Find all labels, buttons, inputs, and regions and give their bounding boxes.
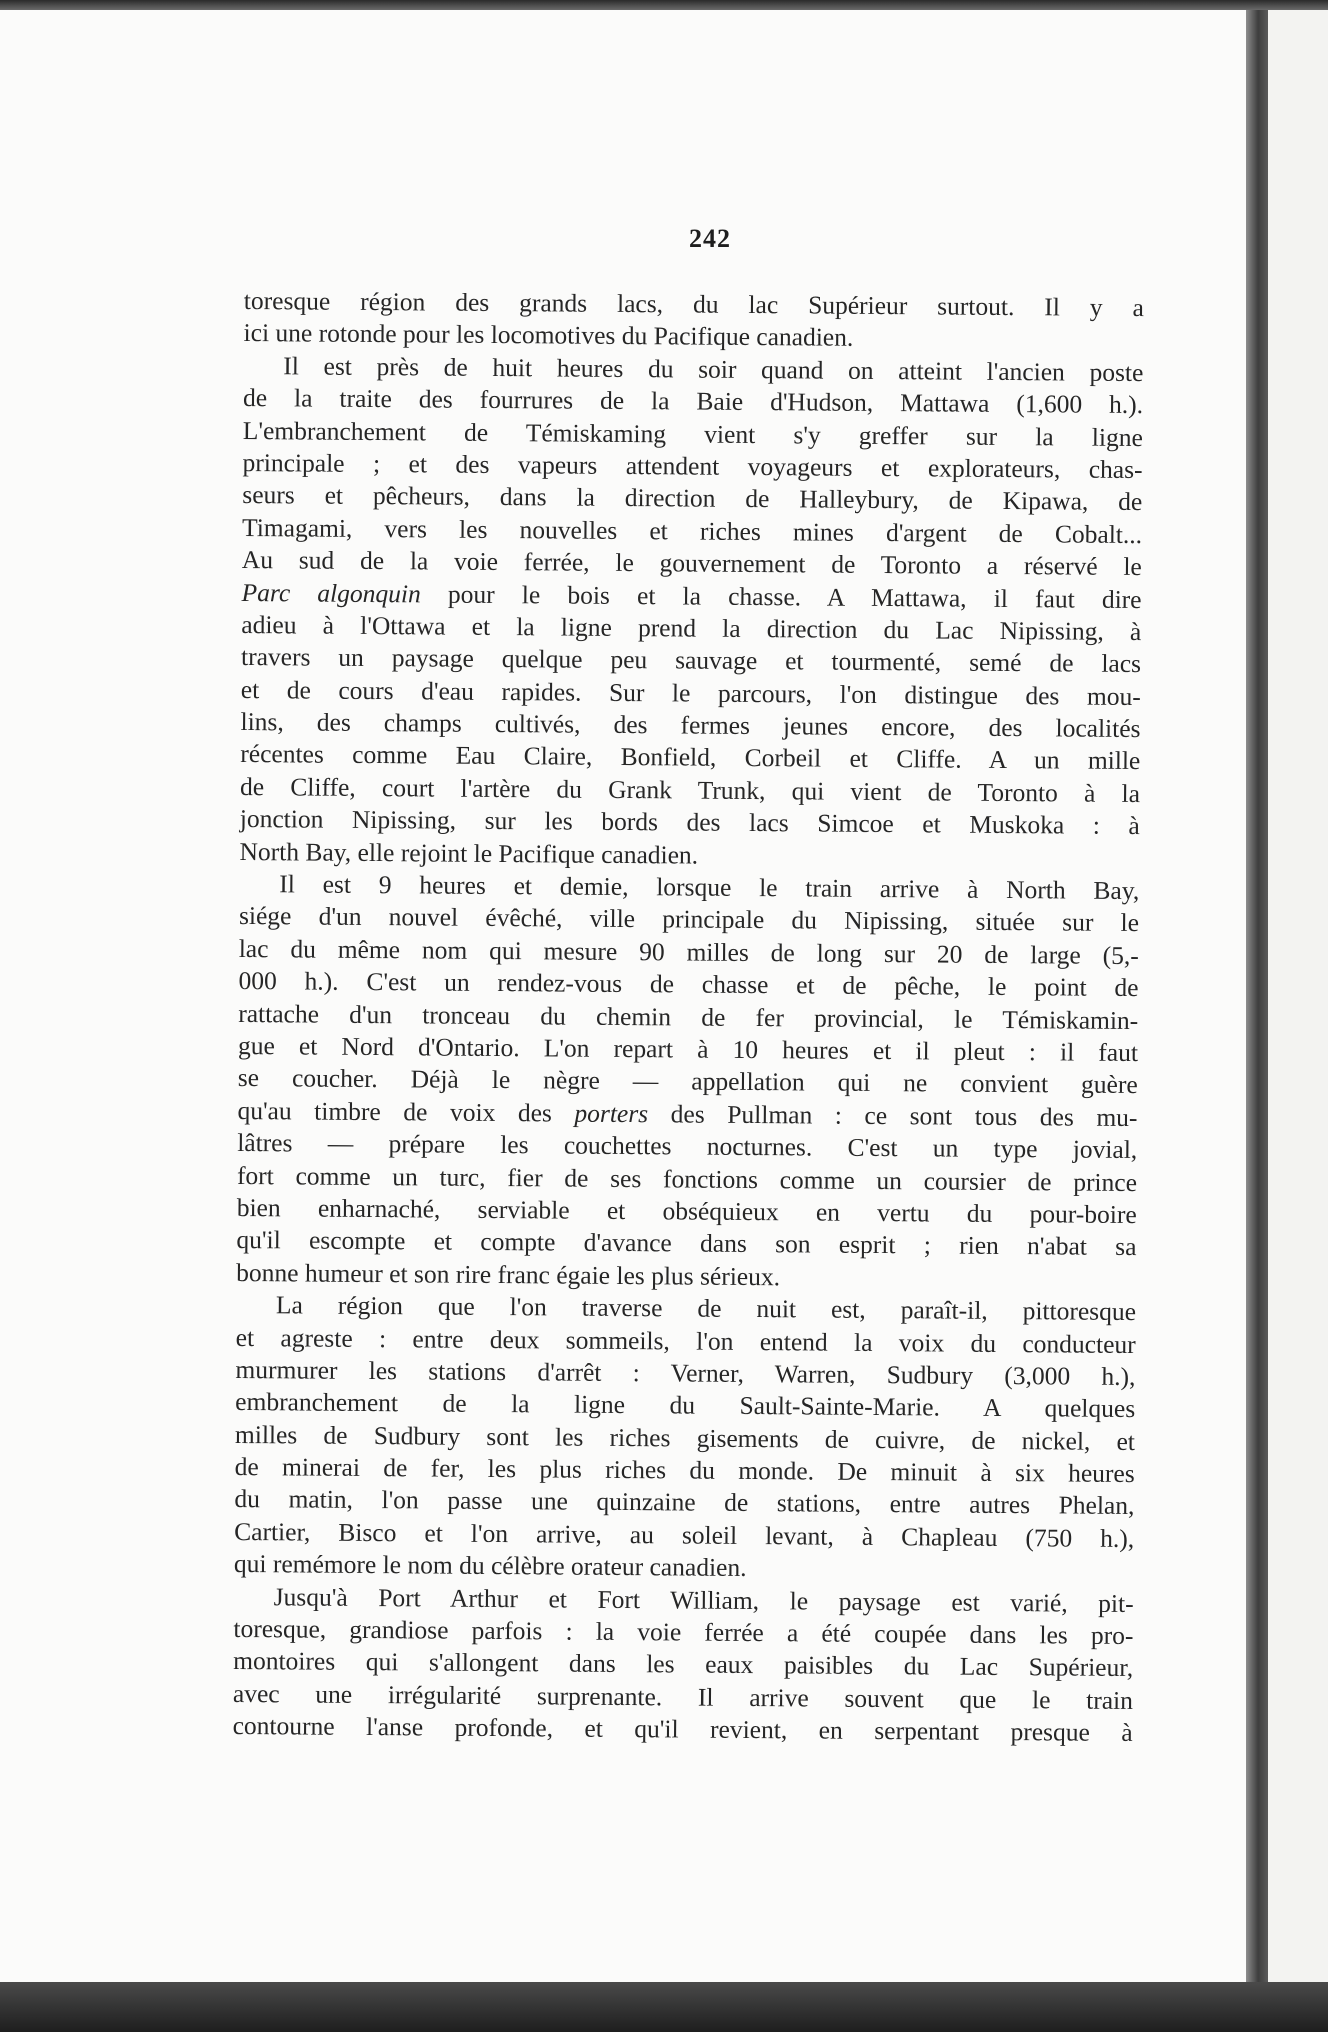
- text-line: adieu à l'Ottawa et la ligne prend la direction du Lac Nipissing, à: [241, 609, 1142, 646]
- body-text: [233, 285, 1144, 1750]
- text-line: rattache d'un tronceau du chemin de fer provincial, le Témiskamin-: [238, 998, 1139, 1035]
- text-line: North Bay, elle rejoint le Pacifique canadien.: [239, 836, 699, 870]
- text-line: milles de Sudbury sont les riches gisements de cuivre, de nickel, et: [234, 1419, 1136, 1456]
- text-line: travers un paysage quelque peu sauvage et tourmenté, semé de lacs: [240, 642, 1142, 679]
- text-line: récentes comme Eau Claire, Bonfield, Corbeil et Cliffe. A un mille: [240, 739, 1141, 776]
- text-line: toresque, grandiose parfois : la voie ferrée a été coupée dans les pro-: [233, 1613, 1134, 1651]
- text-line: montoires qui s'allongent dans les eaux paisibles du Lac Supérieur,: [233, 1646, 1134, 1683]
- scan-top-border: [0, 0, 1328, 10]
- text-line: du matin, l'on passe une quinzaine de stations, entre autres Phelan,: [234, 1484, 1135, 1521]
- text-line: Cartier, Bisco et l'on arrive, au soleil levant, à Chapleau (750 h.),: [234, 1516, 1135, 1553]
- scan-bottom-border: [0, 1982, 1328, 2032]
- text-line: lins, des champs cultivés, des fermes jeunes encore, des localités: [240, 707, 1141, 744]
- page-number: 242: [689, 224, 731, 253]
- text-line: ici une rotonde pour les locomotives du Pacifique canadien.: [243, 318, 854, 353]
- text-line: se coucher. Déjà le nègre — appellation qui ne convient guère: [237, 1063, 1138, 1100]
- text-line: murmurer les stations d'arrêt : Verner, Warren, Sudbury (3,000 h.),: [235, 1354, 1136, 1391]
- text-line: de la traite des fourrures de la Baie d'Hudson, Mattawa (1,600 h.).: [243, 383, 1144, 420]
- text-line: lac du même nom qui mesure 90 milles de long sur 20 de large (5,-: [238, 933, 1139, 970]
- text-line: Timagami, vers les nouvelles et riches mines d'argent de Cobalt...: [241, 512, 1143, 549]
- text-line: avec une irrégularité surprenante. Il arrive souvent que le train: [232, 1678, 1134, 1715]
- text-line: 000 h.). C'est un rendez-vous de chasse et de pêche, le point de: [238, 966, 1139, 1003]
- text-line: lâtres — prépare les couchettes nocturnes. C'est un type jovial,: [237, 1128, 1138, 1165]
- text-line: contourne l'anse profonde, et qu'il revient, en serpentant presque à: [232, 1711, 1133, 1748]
- text-line: La région que l'on traverse de nuit est, paraît-il, pittoresque: [275, 1290, 1137, 1327]
- text-line: bonne humeur et son rire franc égaie les plus sérieux.: [236, 1257, 781, 1291]
- text-line: embranchement de la ligne du Sault-Sainte-Marie. A quelques: [235, 1387, 1136, 1424]
- text-line: et agreste : entre deux sommeils, l'on entend la voix du conducteur: [235, 1322, 1136, 1359]
- text-line: et de cours d'eau rapides. Sur le parcours, l'on distingue des mou-: [240, 674, 1141, 711]
- text-line: siége d'un nouvel évêché, ville principale du Nipissing, située sur le: [238, 901, 1140, 938]
- text-line: L'embranchement de Témiskaming vient s'y greffer sur la ligne: [242, 415, 1143, 452]
- text-line: de minerai de fer, les plus riches du monde. De minuit à six heures: [234, 1452, 1135, 1489]
- text-line: principale ; et des vapeurs attendent voyageurs et explorateurs, chas-: [242, 447, 1143, 485]
- text-line: seurs et pêcheurs, dans la direction de Halleybury, de Kipawa, de: [242, 480, 1143, 517]
- text-line: Il est près de huit heures du soir quand on atteint l'ancien poste: [283, 351, 1144, 387]
- text-line: Au sud de la voie ferrée, le gouvernement de Toronto a réservé le: [241, 545, 1142, 582]
- text-line: Parc algonquin pour le bois et la chasse. A Mattawa, il faut dire: [241, 577, 1142, 614]
- text-line: qu'au timbre de voix des porters des Pullman : ce sont tous des mu-: [237, 1095, 1138, 1132]
- scan-right-edge-shadow: [1246, 10, 1268, 1982]
- text-line: qu'il escompte et compte d'avance dans son esprit ; rien n'abat sa: [236, 1225, 1137, 1262]
- scan-right-margin: [1268, 10, 1328, 1982]
- text-line: jonction Nipissing, sur les bords des lacs Simcoe et Muskoka : à: [239, 804, 1140, 841]
- text-line: de Cliffe, court l'artère du Grank Trunk, qui vient de Toronto à la: [239, 771, 1141, 808]
- text-line: fort comme un turc, fier de ses fonctions comme un coursier de prince: [236, 1160, 1138, 1197]
- text-line: Jusqu'à Port Arthur et Fort William, le paysage est varié, pit-: [273, 1581, 1134, 1618]
- text-line: qui remémore le nom du célèbre orateur canadien.: [233, 1549, 747, 1583]
- text-line: gue et Nord d'Ontario. L'on repart à 10 heures et il pleut : il faut: [237, 1030, 1139, 1068]
- text-line: toresque région des grands lacs, du lac Supérieur surtout. Il y a: [243, 285, 1144, 323]
- text-line: Il est 9 heures et demie, lorsque le train arrive à North Bay,: [279, 869, 1140, 906]
- text-line: bien enharnaché, serviable et obséquieux en vertu du pour-boire: [236, 1192, 1137, 1229]
